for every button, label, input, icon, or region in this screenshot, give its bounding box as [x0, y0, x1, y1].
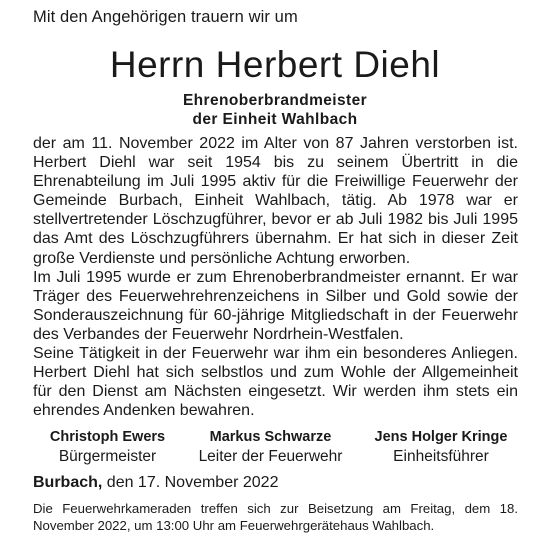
intro-line: Mit den Angehörigen trauern wir um	[33, 8, 298, 26]
funeral-info: Die Feuerwehrkameraden treffen sich zur Beisetzung am Freitag, dem 18. November 2022, um 13:00 Uhr am Feuerwehrgerätehaus Wahlbach.	[33, 501, 518, 533]
signatory-role: Leiter der Feuerwehr	[198, 448, 343, 465]
signatory-name: Christoph Ewers	[49, 429, 166, 445]
signatory-role: Bürgermeister	[58, 448, 157, 465]
obituary-body	[33, 134, 518, 420]
paragraph-career: der am 11. November 2022 im Alter von 87 Jahren verstorben ist. Herbert Diehl war seit 1954 bis zu seinem Übertritt in die Ehrenabteilung im Juli 1995 aktiv für die Freiwillige Feuerwehr der Gemeinde Burbach, Einheit Wahlbach, tätig. Ab 1978 war er stellvertretender Löschzugführer, bevor er ab Juli 1982 bis Juli 1995 das Amt des Löschzugführers übernahm. Er hat sich in dieser Zeit große Verdienste und persönliche Achtung erworben.	[33, 135, 518, 267]
paragraph-honors: Im Juli 1995 wurde er zum Ehrenoberbrandmeister ernannt. Er war Träger des Feuerwehrehrenzeichens in Silber und Gold sowie der Sonderauszeichnung für 60-jährige Mitgliedschaft in der Feuerwehr des Verbandes der Feuerwehr Nordrhein-Westfalen.	[33, 268, 518, 343]
place-name: Burbach,	[33, 474, 103, 491]
signatory-name: Jens Holger Kringe	[374, 429, 508, 445]
signatory-fire-chief	[193, 428, 348, 466]
place-date-line	[33, 474, 278, 492]
signatory-name: Markus Schwarze	[209, 429, 332, 445]
signatory-role: Einheitsführer	[393, 448, 489, 465]
paragraph-tribute: Seine Tätigkeit in der Feuerwehr war ihm ein besonderes Anliegen. Herbert Diehl hat sich selbstlos und zum Wohle der Allgemeinheit für den Dienst am Nächsten eingesetzt. Wir werden ihm stets ein ehrendes Andenken bewahren.	[33, 345, 518, 420]
notice-date: den 17. November 2022	[102, 474, 279, 491]
deceased-name: Herrn Herbert Diehl	[109, 44, 441, 85]
honorary-title: Ehrenoberbrandmeister	[182, 92, 368, 109]
signatory-unit-leader	[356, 428, 526, 466]
signatory-mayor	[30, 428, 185, 466]
honorary-unit: der Einheit Wahlbach	[192, 111, 358, 128]
